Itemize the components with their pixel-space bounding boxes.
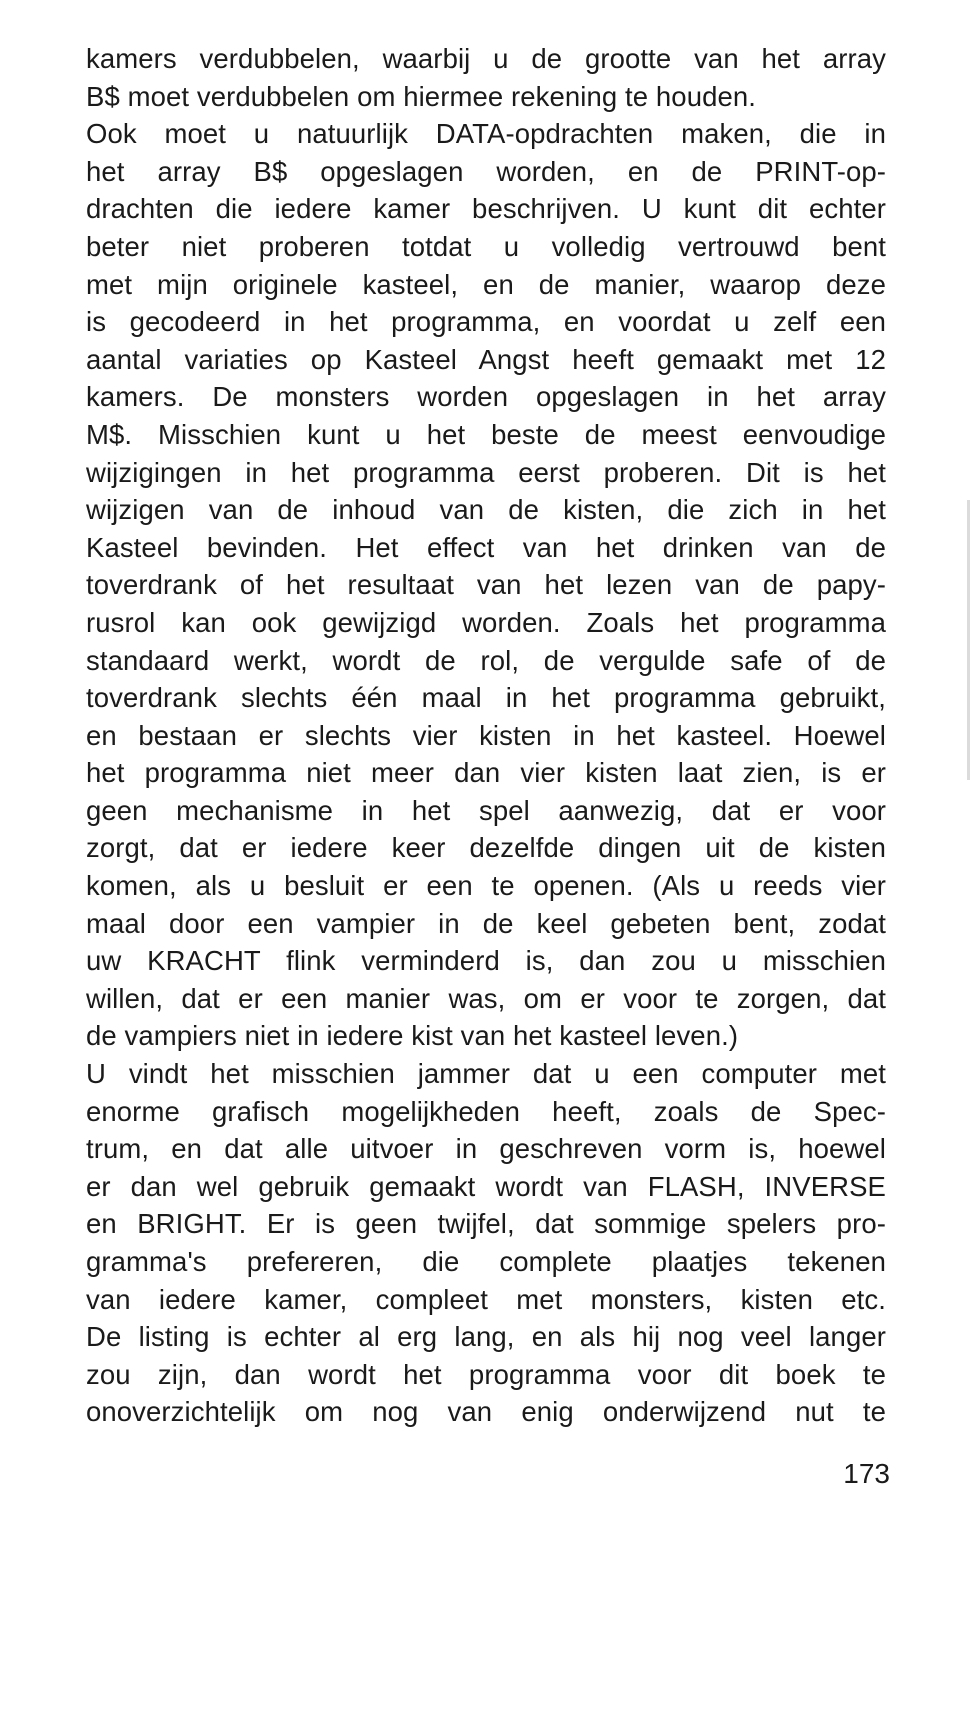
text-line: kamers. De monsters worden opgeslagen in het array bbox=[86, 381, 886, 413]
text-line: enorme grafisch mogelijkheden heeft, zoals de Spec- bbox=[86, 1095, 886, 1127]
text-line: toverdrank slechts één maal in het programma gebruikt, bbox=[86, 682, 886, 714]
text-line: willen, dat er een manier was, om er voor te zorgen, dat bbox=[86, 982, 886, 1014]
text-line: met mijn originele kasteel, en de manier, waarop deze bbox=[86, 268, 886, 300]
text-line: en BRIGHT. Er is geen twijfel, dat sommige spelers pro- bbox=[86, 1208, 886, 1240]
text-line: aantal variaties op Kasteel Angst heeft gemaakt met 12 bbox=[86, 343, 886, 375]
text-line: standaard werkt, wordt de rol, de vergulde safe of de bbox=[86, 644, 886, 676]
text-line: en bestaan er slechts vier kisten in het kasteel. Hoewel bbox=[86, 719, 886, 751]
text-line: wijzigingen in het programma eerst proberen. Dit is het bbox=[86, 456, 886, 488]
text-line: trum, en dat alle uitvoer in geschreven vorm is, hoewel bbox=[86, 1133, 886, 1165]
text-line: De listing is echter al erg lang, en als hij nog veel langer bbox=[86, 1321, 886, 1353]
text-line: zorgt, dat er iedere keer dezelfde dingen uit de kisten bbox=[86, 832, 886, 864]
text-line: M$. Misschien kunt u het beste de meest eenvoudige bbox=[86, 418, 886, 450]
text-line: toverdrank of het resultaat van het lezen van de papy- bbox=[86, 569, 886, 601]
text-line: U vindt het misschien jammer dat u een computer met bbox=[86, 1058, 886, 1090]
text-line: B$ moet verdubbelen om hiermee rekening te houden. bbox=[86, 80, 757, 112]
text-line: rusrol kan ook gewijzigd worden. Zoals het programma bbox=[86, 606, 886, 638]
text-line: uw KRACHT flink verminderd is, dan zou u misschien bbox=[86, 945, 886, 977]
text-line: het programma niet meer dan vier kisten laat zien, is er bbox=[86, 757, 886, 789]
text-line: drachten die iedere kamer beschrijven. U kunt dit echter bbox=[86, 193, 886, 225]
text-line: Kasteel bevinden. Het effect van het drinken van de bbox=[86, 531, 886, 563]
text-line: maal door een vampier in de keel gebeten bent, zodat bbox=[86, 907, 886, 939]
text-line: de vampiers niet in iedere kist van het kasteel leven.) bbox=[86, 1020, 739, 1052]
body-text bbox=[86, 40, 886, 1431]
text-line: het array B$ opgeslagen worden, en de PRINT-op- bbox=[86, 155, 886, 187]
text-line: komen, als u besluit er een te openen. (Als u reeds vier bbox=[86, 870, 886, 902]
page-number: 173 bbox=[843, 1458, 890, 1489]
text-line: wijzigen van de inhoud van de kisten, die zich in het bbox=[86, 494, 886, 526]
text-line: van iedere kamer, compleet met monsters, kisten etc. bbox=[86, 1283, 886, 1315]
text-line: kamers verdubbelen, waarbij u de grootte van het array bbox=[86, 43, 886, 74]
text-line: zou zijn, dan wordt het programma voor dit boek te bbox=[86, 1358, 886, 1390]
text-line: geen mechanisme in het spel aanwezig, dat er voor bbox=[86, 794, 886, 826]
text-line: onoverzichtelijk om nog van enig onderwijzend nut te bbox=[86, 1396, 886, 1428]
text-line: is gecodeerd in het programma, en voordat u zelf een bbox=[86, 306, 886, 338]
text-line: Ook moet u natuurlijk DATA-opdrachten maken, die in bbox=[86, 118, 886, 150]
text-line: beter niet proberen totdat u volledig vertrouwd bent bbox=[86, 230, 886, 262]
text-line: gramma's prefereren, die complete plaatjes tekenen bbox=[86, 1246, 886, 1277]
text-line: er dan wel gebruik gemaakt wordt van FLASH, INVERSE bbox=[86, 1170, 886, 1202]
